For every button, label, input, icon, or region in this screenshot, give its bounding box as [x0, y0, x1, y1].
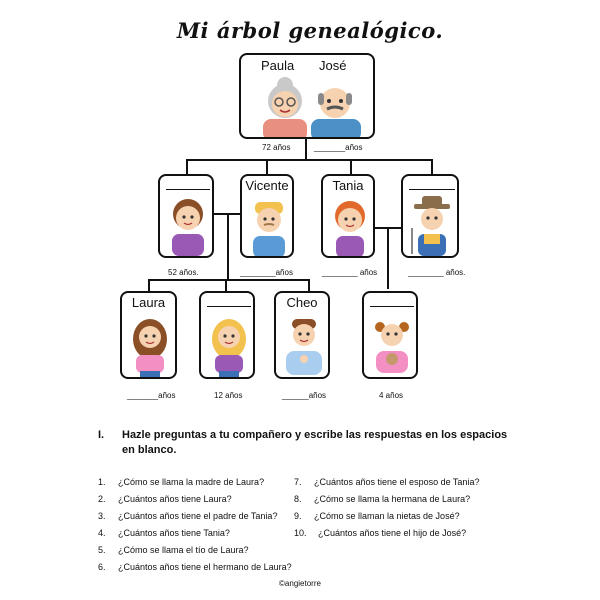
credit: ©angietorre: [279, 579, 321, 588]
parent-card-tania: [321, 174, 375, 258]
parent-card-vicente: [240, 174, 294, 258]
name-blank: [207, 306, 251, 307]
cheo-illustration: [280, 313, 328, 377]
husband-illustration: [408, 194, 456, 256]
question-item: 6. ¿Cuántos años tiene el hermano de Laura?: [98, 562, 292, 572]
question-item: 8. ¿Cómo se llama la hermana de Laura?: [294, 494, 471, 504]
connector-line: [266, 159, 268, 174]
laura-illustration: [126, 313, 174, 377]
parent-name: Vicente: [245, 178, 289, 193]
child-age: ______años: [282, 391, 327, 400]
connector-line: [227, 213, 229, 280]
grandma-age: 72 años: [262, 143, 291, 152]
grandparents-card: [239, 53, 375, 139]
parent-card-husband: [401, 174, 459, 258]
child-name: Laura: [131, 295, 166, 310]
sister-illustration: [205, 313, 253, 377]
page-title: Mi árbol genealógico.: [176, 18, 444, 43]
child-name: Cheo: [286, 295, 318, 310]
child-age: _______años: [127, 391, 176, 400]
child-card-cheo: [274, 291, 330, 379]
grandpa-name: José: [319, 58, 347, 73]
question-item: 7. ¿Cuántos años tiene el esposo de Tania?: [294, 477, 480, 487]
grandma-name: Paula: [261, 58, 295, 73]
question-item: 4. ¿Cuántos años tiene Tania?: [98, 528, 230, 538]
name-blank: [409, 189, 455, 190]
child-age: 12 años: [214, 391, 243, 400]
child-card-baby: [362, 291, 418, 379]
child-card-sister: [199, 291, 255, 379]
parent-card-aunt: [158, 174, 214, 258]
question-item: 5. ¿Cómo se llama el tío de Laura?: [98, 545, 249, 555]
child-age: 4 años: [379, 391, 404, 400]
aunt-illustration: [164, 194, 212, 256]
connector-line: [431, 159, 433, 174]
parent-age: 52 años.: [168, 268, 199, 277]
connector-line: [186, 159, 432, 161]
connector-line: [350, 159, 352, 174]
question-item: 3. ¿Cuántos años tiene el padre de Tania?: [98, 511, 278, 521]
connector-line: [186, 159, 188, 174]
baby-illustration: [368, 313, 416, 377]
grandpa-age: _______años: [314, 143, 363, 152]
connector-line: [148, 279, 310, 281]
child-card-laura: [120, 291, 177, 379]
vicente-illustration: [245, 196, 293, 258]
instructions-text: Hazle preguntas a tu compañero y escribe las respuestas en los espacios en blanco.: [122, 429, 508, 456]
parent-age: ________años: [240, 268, 293, 277]
instructions-numeral: I.: [98, 429, 105, 441]
question-item: 1. ¿Cómo se llama la madre de Laura?: [98, 477, 265, 487]
parent-name: Tania: [332, 178, 364, 193]
question-item: 9. ¿Cómo se llaman la nietas de José?: [294, 511, 460, 521]
connector-line: [387, 227, 389, 289]
name-blank: [370, 306, 414, 307]
parent-age: ________ años.: [408, 268, 466, 277]
tania-illustration: [326, 196, 374, 258]
name-blank: [166, 189, 210, 190]
grandparents-illustration: [255, 73, 365, 139]
question-item: 2. ¿Cuántos años tiene Laura?: [98, 494, 232, 504]
connector-line: [305, 139, 307, 160]
question-item: 10. ¿Cuántos años tiene el hijo de José?: [294, 528, 467, 538]
parent-age: ________ años: [322, 268, 378, 277]
